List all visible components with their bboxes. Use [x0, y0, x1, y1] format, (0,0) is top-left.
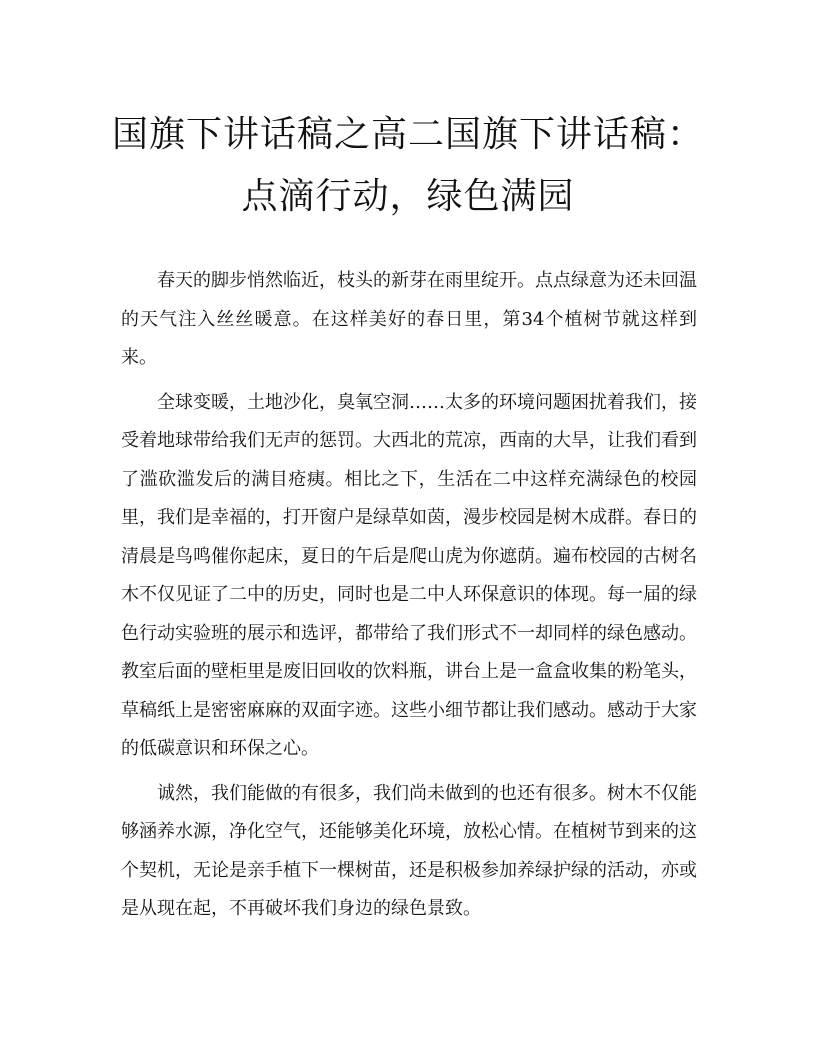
document-body: [121, 262, 697, 935]
paragraph-3: 诚然，我们能做的有很多，我们尚未做到的也还有很多。树木不仅能够涵养水源，净化空气，还能够美化环境，放松心情。在植树节到来的这个契机，无论是亲手植下一棵树苗，还是积极参加养绿护绿的活动，亦或是从现在起，不再破坏我们身边的绿色景致。: [121, 782, 697, 919]
document-title: 国旗下讲话稿之高二国旗下讲话稿：点滴行动，绿色满园: [111, 114, 704, 217]
paragraph-1: 春天的脚步悄然临近，枝头的新芽在雨里绽开。点点绿意为还未回温的天气注入丝丝暖意。在这样美好的春日里，第34个植树节就这样到来。: [121, 270, 697, 368]
paragraph-2: 全球变暖，土地沙化，臭氧空洞……太多的环境问题困扰着我们，接受着地球带给我们无声的惩罚。大西北的荒凉，西南的大旱，让我们看到了滥砍滥发后的满目疮痍。相比之下，生活在二中这样充满绿色的校园里，我们是幸福的，打开窗户是绿草如茵，漫步校园是树木成群。春日的清晨是鸟鸣催你起床，夏日的午后是爬山虎为你遮荫。遍布校园的古树名木不仅见证了二中的历史，同时也是二中人环保意识的体现。每一届的绿色行动实验班的展示和选评，都带给了我们形式不一却同样的绿色感动。教室后面的壁柜里是废旧回收的饮料瓶，讲台上是一盒盒收集的粉笔头，草稿纸上是密密麻麻的双面字迹。这些小细节都让我们感动。感动于大家的低碳意识和环保之心。: [121, 391, 697, 759]
